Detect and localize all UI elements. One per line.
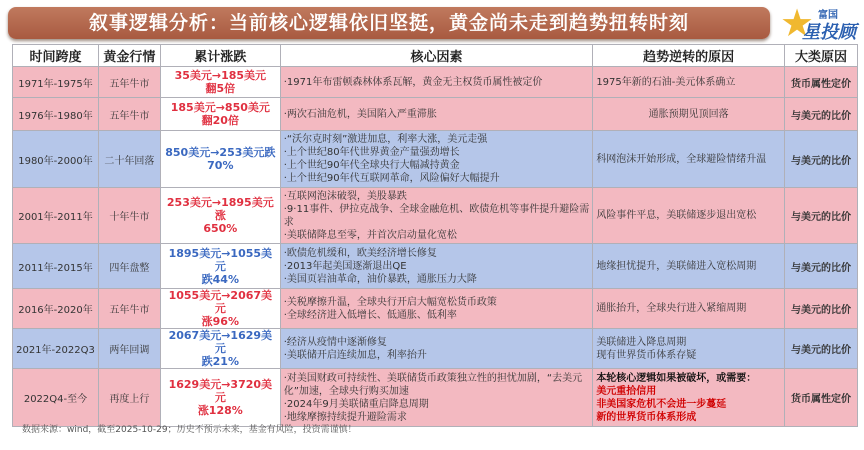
change-cell xyxy=(160,244,280,289)
change-cell xyxy=(160,67,280,98)
trend-cell: 五年牛市 xyxy=(98,98,160,131)
factors-cell xyxy=(280,188,593,244)
reversal-cell xyxy=(593,244,785,289)
reversal-item: 1975年新的石油-美元体系确立 xyxy=(596,76,736,88)
change-cell xyxy=(160,188,280,244)
column-header: 累计涨跌 xyxy=(160,45,280,67)
table-row xyxy=(13,244,858,289)
factor-item: ·欧债危机缓和，欧美经济增长修复 xyxy=(283,247,437,259)
change-cell xyxy=(160,131,280,188)
star-icon: ★ xyxy=(780,1,815,45)
change-text: 1895美元→1055美元 xyxy=(168,246,273,273)
reversal-cell xyxy=(593,289,785,329)
brand-logo: ★ 富国 星投顾 xyxy=(780,1,856,45)
change-text: 185美元→850美元 xyxy=(170,101,270,114)
factor-item: ·互联网泡沫破裂，美股暴跌 xyxy=(283,190,407,202)
page-title: 叙事逻辑分析：当前核心逻辑依旧坚挺，黄金尚未走到趋势扭转时刻 xyxy=(8,7,770,39)
period-cell: 2021年-2022Q3 xyxy=(13,329,99,369)
factor-item: ·全球经济进入低增长、低通胀、低利率 xyxy=(283,309,457,321)
reversal-lead: 本轮核心逻辑如果被破坏，或需要： xyxy=(596,372,757,384)
change-text: 涨128% xyxy=(197,404,243,417)
trend-cell: 二十年回落 xyxy=(98,131,160,188)
change-cell xyxy=(160,289,280,329)
factor-item: ·关税摩擦升温，全球央行开启大幅宽松货币政策 xyxy=(283,296,497,308)
change-text: 涨96% xyxy=(201,315,239,328)
change-text: 1055美元→2067美元 xyxy=(168,289,273,315)
factors-cell xyxy=(280,289,593,329)
column-header: 时间跨度 xyxy=(13,45,99,67)
category-cell: 与美元的比价 xyxy=(785,329,858,369)
factor-item: ·“沃尔克时刻”激进加息，利率大涨，美元走强 xyxy=(283,134,488,145)
table-row xyxy=(13,98,858,131)
reversal-item: 新的世界货币体系形成 xyxy=(596,411,697,423)
factor-item: ·美联储开启连续加息，利率抬升 xyxy=(283,349,427,361)
reversal-cell xyxy=(593,369,785,427)
factors-cell xyxy=(280,67,593,98)
reversal-item: 风险事件平息，美联储逐步退出宽松 xyxy=(596,210,757,221)
change-text: 翻5倍 xyxy=(205,82,236,95)
reversal-item: 美元重拾信用 xyxy=(596,385,657,397)
reversal-cell xyxy=(593,329,785,369)
category-cell: 与美元的比价 xyxy=(785,188,858,244)
factors-cell xyxy=(280,244,593,289)
reversal-item: 地缘担忧提升，美联储进入宽松周期 xyxy=(596,260,757,272)
change-cell xyxy=(160,98,280,131)
factor-item: ·地缘摩擦持续提升避险需求 xyxy=(283,411,407,423)
reversal-cell xyxy=(593,67,785,98)
factors-cell xyxy=(280,131,593,188)
factor-item: ·2024年9月美联储重启降息周期 xyxy=(283,398,429,410)
category-cell: 与美元的比价 xyxy=(785,131,858,188)
table-row xyxy=(13,188,858,244)
table-row xyxy=(13,289,858,329)
trend-cell: 再度上行 xyxy=(98,369,160,427)
reversal-item: 美联储进入降息周期 xyxy=(596,336,687,348)
factor-item: ·上个世纪80年代世界黄金产量强劲增长 xyxy=(283,147,460,158)
column-header: 核心因素 xyxy=(280,45,593,67)
change-text: 跌44% xyxy=(201,272,239,286)
reversal-item: 非美国家危机不会进一步蔓延 xyxy=(596,398,727,410)
reversal-item: 通胀抬升，全球央行进入紧缩周期 xyxy=(596,303,747,314)
trend-cell: 十年牛市 xyxy=(98,188,160,244)
change-text: 翻20倍 xyxy=(201,114,239,127)
column-header: 趋势逆转的原因 xyxy=(593,45,785,67)
change-text: 2067美元→1629美元 xyxy=(168,329,273,355)
change-text: 850美元→253美元跌 xyxy=(165,146,276,159)
reversal-item: 通胀预期见顶回落 xyxy=(648,108,729,120)
factor-item: ·上个世纪90年代全球央行大幅减持黄金 xyxy=(283,160,460,171)
period-cell: 1976年-1980年 xyxy=(13,98,99,131)
column-header: 黄金行情 xyxy=(98,45,160,67)
category-cell: 与美元的比价 xyxy=(785,289,858,329)
factors-cell xyxy=(280,369,593,427)
factors-cell xyxy=(280,98,593,131)
trend-cell: 五年牛市 xyxy=(98,67,160,98)
factor-item: ·经济从疫情中逐渐修复 xyxy=(283,336,387,348)
factor-item: ·两次石油危机，美国陷入严重滞胀 xyxy=(283,108,437,120)
change-text: 35美元→185美元 xyxy=(174,69,267,82)
reversal-cell xyxy=(593,188,785,244)
reversal-cell xyxy=(593,131,785,188)
factors-cell xyxy=(280,329,593,369)
category-cell: 与美元的比价 xyxy=(785,98,858,131)
table-row xyxy=(13,131,858,188)
factor-item: ·上个世纪90年代互联网革命，风险偏好大幅提升 xyxy=(283,173,500,184)
gold-narrative-table xyxy=(12,44,858,427)
reversal-item: 现有世界货币体系存疑 xyxy=(596,349,697,361)
period-cell: 2016年-2020年 xyxy=(13,289,99,329)
factor-item: ·美联储降息至零，并首次启动量化宽松 xyxy=(283,229,457,241)
change-text: 253美元→1895美元涨 xyxy=(166,196,274,222)
change-cell xyxy=(160,329,280,369)
footer-note: 数据来源：wind，截至2025-10-29；历史不预示未来，基金有风险，投资需谨慎！ xyxy=(22,425,357,435)
period-cell: 2001年-2011年 xyxy=(13,188,99,244)
change-text: 1629美元→3720美元 xyxy=(168,378,273,404)
factor-item: ·1971年布雷顿森林体系瓦解，黄金无主权货币属性被定价 xyxy=(283,76,543,88)
trend-cell: 五年牛市 xyxy=(98,289,160,329)
column-header: 大类原因 xyxy=(785,45,858,67)
category-cell: 与美元的比价 xyxy=(785,244,858,289)
trend-cell: 两年回调 xyxy=(98,329,160,369)
category-cell: 货币属性定价 xyxy=(785,369,858,427)
table-row xyxy=(13,369,858,427)
factor-item: ·2013年起美国逐渐退出QE xyxy=(283,260,407,272)
category-cell: 货币属性定价 xyxy=(785,67,858,98)
factor-item: ·对美国财政可持续性、美联储货币政策独立性的担忧加剧，“去美元化”加速，全球央行购买加速 xyxy=(283,372,583,397)
period-cell: 1980年-2000年 xyxy=(13,131,99,188)
reversal-cell xyxy=(593,98,785,131)
change-text: 跌21% xyxy=(201,355,239,368)
reversal-item: 科网泡沫开始形成，全球避险情绪升温 xyxy=(596,153,767,165)
factor-item: ·9·11事件、伊拉克战争、全球金融危机、欧债危机等事件提升避险需求 xyxy=(283,203,590,228)
period-cell: 1971年-1975年 xyxy=(13,67,99,98)
change-text: 650% xyxy=(203,222,238,235)
change-text: 70% xyxy=(207,159,234,172)
table-row xyxy=(13,67,858,98)
factor-item: ·美国页岩油革命，油价暴跌，通胀压力大降 xyxy=(283,273,477,285)
table-row xyxy=(13,329,858,369)
change-cell xyxy=(160,369,280,427)
trend-cell: 四年盘整 xyxy=(98,244,160,289)
period-cell: 2022Q4-至今 xyxy=(13,369,99,427)
period-cell: 2011年-2015年 xyxy=(13,244,99,289)
